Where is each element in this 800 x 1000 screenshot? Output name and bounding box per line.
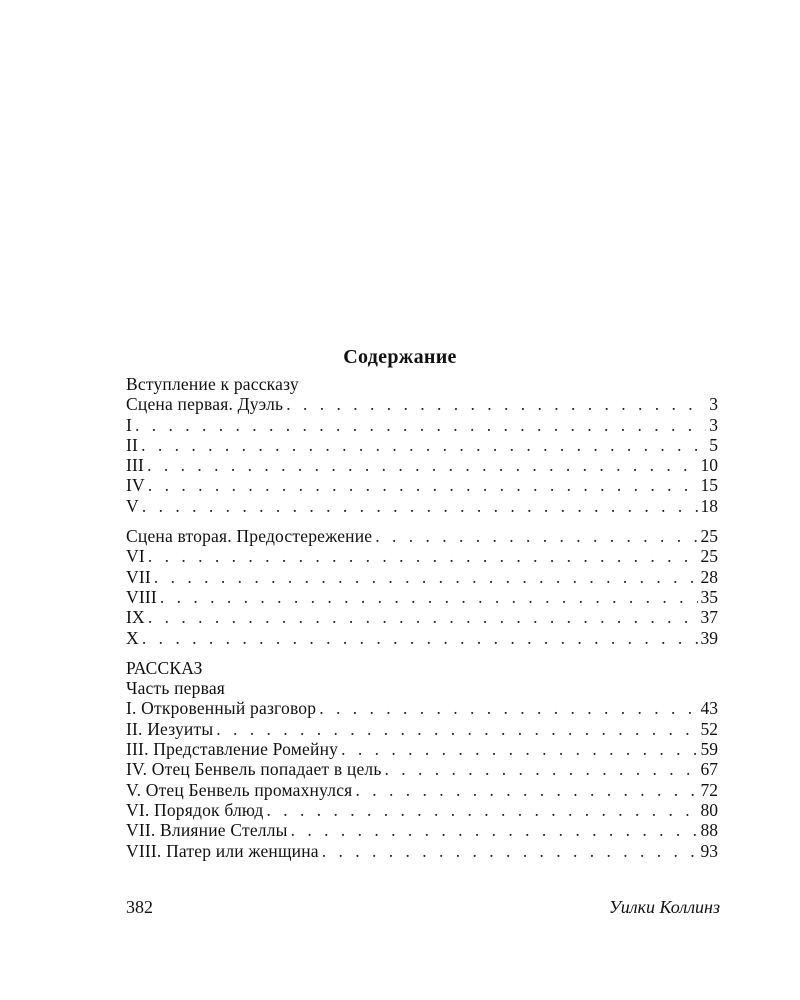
intro-section — [126, 374, 718, 516]
page-footer — [126, 897, 720, 918]
toc-entry[interactable] — [126, 628, 718, 648]
page-title: Содержание — [343, 346, 457, 368]
leader-dots — [147, 455, 697, 475]
author-name: Уилки Коллинз — [608, 897, 720, 917]
leader-dots — [375, 526, 697, 546]
leader-dots — [135, 415, 706, 435]
entry-page: 39 — [700, 627, 718, 648]
intro-heading: Вступление к рассказу — [126, 374, 299, 394]
entry-title: X — [126, 627, 139, 648]
entry-page: 80 — [700, 799, 718, 820]
entry-page: 25 — [700, 546, 718, 567]
toc-entry[interactable] — [126, 455, 718, 475]
entry-title: VIII — [126, 586, 157, 607]
entry-title: IV — [126, 475, 145, 496]
entry-title: IV. Отец Бенвель попадает в цель — [126, 759, 382, 780]
entry-page: 3 — [709, 394, 718, 415]
entry-title: Сцена первая. Дуэль — [126, 394, 284, 415]
entry-title: V. Отец Бенвель промахнулся — [126, 779, 353, 800]
toc-entry[interactable] — [126, 698, 718, 718]
leader-dots — [154, 567, 698, 587]
toc-entry[interactable] — [126, 587, 718, 607]
entry-page: 72 — [700, 779, 718, 800]
toc-entry[interactable] — [126, 841, 718, 861]
entry-page: 59 — [700, 739, 718, 760]
leader-dots — [141, 435, 706, 455]
entry-title: Сцена вторая. Предостережение — [126, 526, 373, 547]
entry-title: I — [126, 414, 133, 435]
toc-entry[interactable] — [126, 567, 718, 587]
entry-page: 28 — [700, 566, 718, 587]
leader-dots — [341, 739, 697, 759]
leader-dots — [319, 698, 697, 718]
entry-page: 35 — [700, 586, 718, 607]
toc-entry[interactable] — [126, 739, 718, 759]
leader-dots — [142, 628, 698, 648]
entry-page: 18 — [700, 495, 718, 516]
entry-title: I. Откровенный разговор — [126, 698, 317, 719]
entry-title: II — [126, 434, 139, 455]
page-number: 382 — [126, 897, 153, 917]
leader-dots — [385, 759, 698, 779]
leader-dots — [216, 719, 697, 739]
entry-title: III — [126, 455, 145, 476]
story-section — [126, 658, 718, 861]
entry-page: 67 — [700, 759, 718, 780]
table-of-contents — [126, 374, 718, 871]
entry-title: V — [126, 495, 139, 516]
leader-dots — [322, 841, 698, 861]
entry-page: 3 — [709, 414, 718, 435]
entry-page: 88 — [700, 820, 718, 841]
entry-title: VI — [126, 546, 145, 567]
toc-entry[interactable] — [126, 475, 718, 495]
toc-entry[interactable] — [126, 719, 718, 739]
entry-title: VIII. Патер или женщина — [126, 840, 319, 861]
entry-title: VII. Влияние Стеллы — [126, 820, 288, 841]
toc-entry[interactable] — [126, 496, 718, 516]
toc-entry[interactable] — [126, 759, 718, 779]
entry-page: 93 — [700, 840, 718, 861]
entry-title: III. Представление Ромейну — [126, 739, 339, 760]
toc-entry-scene-2[interactable] — [126, 526, 718, 546]
entry-title: II. Иезуиты — [126, 718, 214, 739]
entry-page: 10 — [700, 455, 718, 476]
entry-page: 15 — [700, 475, 718, 496]
scene-2-section — [126, 526, 718, 648]
toc-entry[interactable] — [126, 546, 718, 566]
toc-entry[interactable] — [126, 800, 718, 820]
entry-page: 25 — [700, 526, 718, 547]
leader-dots — [355, 780, 697, 800]
story-heading: РАССКАЗ — [126, 657, 203, 678]
toc-entry[interactable] — [126, 820, 718, 840]
entry-title: VII — [126, 566, 151, 587]
leader-dots — [148, 607, 698, 627]
toc-entry[interactable] — [126, 435, 718, 455]
toc-entry[interactable] — [126, 780, 718, 800]
leader-dots — [148, 475, 698, 495]
leader-dots — [266, 800, 697, 820]
toc-entry[interactable] — [126, 607, 718, 627]
part-heading: Часть первая — [126, 678, 226, 699]
toc-entry-scene-1[interactable] — [126, 394, 718, 414]
leader-dots — [291, 820, 698, 840]
entry-page: 37 — [700, 607, 718, 628]
entry-title: VI. Порядок блюд — [126, 799, 264, 820]
leader-dots — [160, 587, 698, 607]
leader-dots — [142, 496, 698, 516]
leader-dots — [148, 546, 698, 566]
toc-entry[interactable] — [126, 415, 718, 435]
entry-title: IX — [126, 607, 145, 628]
entry-page: 52 — [700, 718, 718, 739]
entry-page: 5 — [709, 434, 718, 455]
leader-dots — [286, 394, 706, 414]
entry-page: 43 — [700, 698, 718, 719]
